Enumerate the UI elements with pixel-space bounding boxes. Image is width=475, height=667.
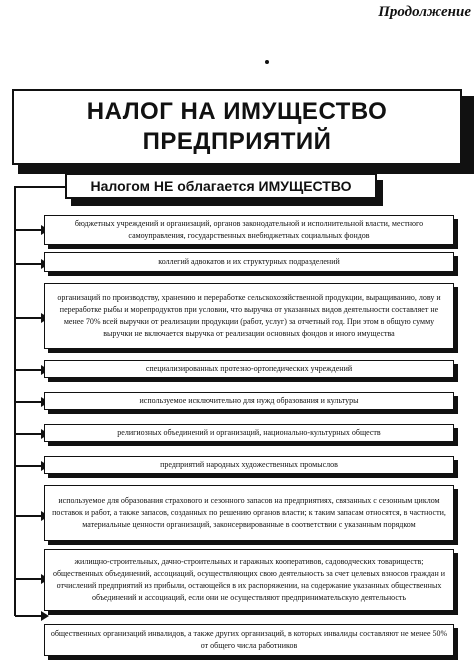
exemption-item: общественных организаций инвалидов, а также других организаций, в которых инвалиды составляют не менее 50% от общего числа работников [44,624,454,656]
arrow-icon [15,369,42,371]
connector-top-line [14,186,65,188]
arrow-icon [15,317,42,319]
exemption-header: Налогом НЕ облагается ИМУЩЕСТВО [65,173,377,199]
exemption-item: используемое исключительно для нужд образования и культуры [44,392,454,410]
exemption-item: организаций по производству, хранению и переработке сельскохозяйственной продукции, выращиванию, лову и переработке рыбы и морепродуктов при условии, что выручка от указанных видов деятельности составляет не менее 70% всей выручки от реализации продукции (работ, услуг) за отчетный год. При этом в общую сумму выручки не включается выручка от реализации основных фондов и иного имущества [44,283,454,349]
exemption-item: жилищно-строительных, дачно-строительных и гаражных кооперативов, садоводческих товариществ; общественных объединений, ассоциаций, осуществляющих свою деятельность за счет целевых взносов граждан и отчислений предприятий из прибыли, остающейся в их распоряжении, на содержание указанных общественных объединений и ассоциаций, если они не осуществляют предпринимательскую деятельность [44,549,454,611]
continuation-label: Продолжение [378,4,471,20]
arrow-icon [15,263,42,265]
arrow-icon [15,615,42,617]
arrow-icon [15,229,42,231]
exemption-item: используемое для образования страхового и сезонного запасов на предприятиях, связанных с сезонным циклом поставок и работ, а также запасов, созданных по решению органов власти; к таким запасам относятся, в частности, материальные ценности организаций, законсервированные в соответствии с указанным порядком [44,485,454,541]
title-line-2: ПРЕДПРИЯТИЙ [142,128,332,155]
arrow-icon [15,578,42,580]
arrow-icon [15,433,42,435]
exemption-item: специализированных протезно-ортопедических учреждений [44,360,454,378]
arrow-icon [15,515,42,517]
title-line-1: НАЛОГ НА ИМУЩЕСТВО [86,98,388,125]
exemption-item: коллегий адвокатов и их структурных подразделений [44,252,454,272]
exemption-item: бюджетных учреждений и организаций, органов законодательной и исполнительной власти, местного самоуправления, государственных внебюджетных социальных фондов [44,215,454,245]
stray-dot [265,60,269,64]
arrow-icon [15,465,42,467]
exemption-item: предприятий народных художественных промыслов [44,456,454,474]
exemption-item: религиозных объединений и организаций, национально-культурных обществ [44,424,454,442]
title-box [12,89,462,165]
arrow-icon [15,401,42,403]
